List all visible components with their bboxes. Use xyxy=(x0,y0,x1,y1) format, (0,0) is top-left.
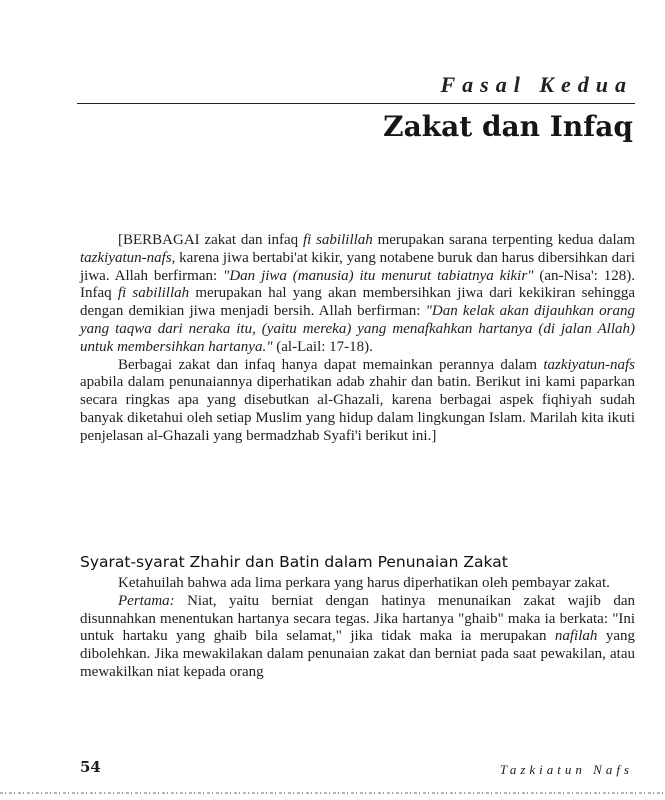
scan-edge xyxy=(0,792,665,794)
text-run: merupakan hal yang akan membersihkan jiwa dari kekikiran sehingga dengan demikian jiwa menjadi bersih. Allah berfirman: xyxy=(80,285,635,320)
text-run: (al-Lail: 17-18). xyxy=(272,338,373,355)
section-text xyxy=(80,575,635,682)
chapter-label: Fasal Kedua xyxy=(440,72,633,97)
intro-paragraph-1 xyxy=(80,232,635,357)
italic-term: Pertama: xyxy=(118,592,175,609)
section-heading: Syarat-syarat Zhahir dan Batin dalam Penunaian Zakat xyxy=(80,553,508,571)
quran-quote: "Dan kelak akan dijauhkan orang yang taqwa dari neraka itu, (yaitu mereka) yang menafkahkan hartanya (di jalan Allah) untuk membersihkan hartanya." xyxy=(80,303,635,355)
italic-term: nafilah xyxy=(554,628,598,645)
text-run: [BERBAGAI zakat dan infaq xyxy=(118,232,303,248)
quran-quote: "Dan jiwa (manusia) itu menurut tabiatnya kikir" xyxy=(223,267,534,284)
section-paragraph-2 xyxy=(80,593,635,682)
text-run: Niat, yaitu berniat dengan hatinya menunaikan zakat wajib dan disunnahkan menentukan hartanya secara tegas. Jika hartanya "ghaib" maka ia berkata: "Ini untuk hartaku yang ghaib bila selamat," jika tidak maka ia merupakan xyxy=(80,592,635,645)
text-run: yang dibolehkan. Jika mewakilakan dalam penunaian zakat dan berniat pada saat pewakilan, atau mewakilkan niat kepada orang xyxy=(80,628,635,680)
italic-term: fi sabilillah xyxy=(302,232,373,248)
intro-paragraph-2 xyxy=(80,357,635,446)
text-run: (an-Nisa': 128). Infaq xyxy=(80,267,635,302)
intro-text xyxy=(80,232,635,446)
header-rule xyxy=(77,103,635,104)
italic-term: tazkiyatun-nafs xyxy=(543,356,635,373)
section-paragraph-1: Ketahuilah bahwa ada lima perkara yang harus diperhatikan oleh pembayar zakat. xyxy=(118,575,610,591)
chapter-title: Zakat dan Infaq xyxy=(383,110,633,143)
italic-term: tazkiyatun-nafs xyxy=(80,249,172,266)
italic-term: fi sabilillah xyxy=(117,285,190,302)
text-run: Berbagai zakat dan infaq hanya dapat memainkan perannya dalam xyxy=(118,356,544,373)
text-run: apabila dalam penunaiannya diperhatikan adab zhahir dan batin. Berikut ini kami paparkan secara ringkas apa yang disebutkan al-Ghazali, karena berbagai aspek fiqhiyah sudah banyak diketahui oleh setiap Muslim yang hidup dalam lingkungan Islam. Marilah kita ikuti penjelasan al-Ghazali yang bermadzhab Syafi'i berikut ini.] xyxy=(80,374,635,444)
text-run: , karena jiwa bertabi'at kikir, yang notabene buruk dan harus dibersihkan dari jiwa. Allah berfirman: xyxy=(80,249,635,284)
page-number: 54 xyxy=(80,758,101,776)
running-footer-title: Tazkiatun Nafs xyxy=(499,762,633,777)
text-run: merupakan sarana terpenting kedua dalam xyxy=(372,232,635,248)
